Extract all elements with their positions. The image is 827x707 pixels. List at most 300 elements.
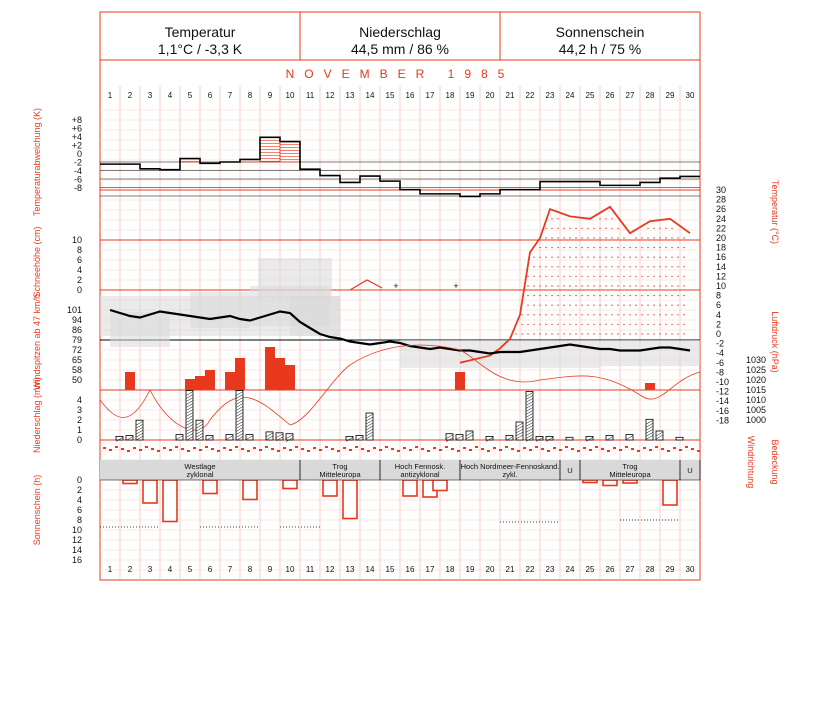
pressure-range-shade [600,340,700,366]
wind-direction-mark [415,446,418,448]
wind-direction-mark [685,446,688,448]
temperature-fill-dot [653,295,654,296]
temperature-fill-dot [563,257,564,258]
day-label-bottom: 28 [645,565,655,574]
wind-direction-mark [577,450,580,452]
wind-direction-mark [295,446,298,448]
temperature-fill-dot [683,295,684,296]
temperature-fill-dot [629,314,630,315]
temperature-fill-dot [665,276,666,277]
sunshine-bar [433,480,447,491]
temperature-fill-dot [641,237,642,238]
temperature-fill-dot [611,237,612,238]
temperature-value: 1,1°C / -3,3 K [157,41,243,57]
temperature-fill-dot [629,266,630,267]
temperature-fill-dot [545,314,546,315]
wind-tick: 79 [71,335,82,345]
wind-direction-mark [367,450,370,452]
temperature-tick: -8 [716,367,725,378]
temperature-fill-dot [647,324,648,325]
precipitation-bar [506,436,513,441]
temperature-tick: 6 [716,300,722,311]
temperature-fill-dot [527,285,528,286]
temperature-fill-dot [515,333,516,334]
temperature-fill-dot [683,266,684,267]
temperature-fill-dot [563,266,564,267]
sunshine-tick: 14 [71,545,82,555]
temperature-fill-dot [557,218,558,219]
day-labels-bottom [108,565,695,574]
temperature-fill-dot [665,295,666,296]
temperature-fill-dot [635,276,636,277]
temperature-fill-dot [617,314,618,315]
temperature-fill-dot [569,228,570,229]
day-label-bottom: 30 [685,565,695,574]
temperature-fill-dot [527,333,528,334]
wind-direction-mark [307,450,310,452]
temperature-fill-dot [629,305,630,306]
temperature-fill-dot [647,333,648,334]
temperature-tick: -4 [716,348,725,359]
temperature-fill-dot [647,266,648,267]
temperature-fill-dot [617,247,618,248]
temp-anomaly-tick: -2 [73,157,82,168]
temperature-fill-dot [545,276,546,277]
temperature-fill-dot [533,305,534,306]
wind-direction-mark [259,449,262,451]
temperature-fill-dot [599,266,600,267]
wind-direction-mark [223,447,226,449]
day-label-bottom: 1 [107,565,113,574]
temperature-fill-dot [611,295,612,296]
wind-direction-mark [151,448,154,450]
temperature-fill-dot [677,247,678,248]
pressure-tick: 1030 [746,355,767,365]
wind-direction-mark [649,449,652,451]
temperature-fill-dot [545,237,546,238]
day-label-bottom: 13 [345,565,355,574]
wind-gust-bar [205,370,215,390]
sunshine-value: 44,2 h / 75 % [558,41,642,57]
day-label-top: 3 [147,91,153,100]
wind-direction-mark [175,446,178,448]
temperature-fill-dot [593,285,594,286]
temperature-fill-dot [683,285,684,286]
day-label-bottom: 8 [247,565,253,574]
wind-direction-mark [661,448,664,450]
temperature-fill-dot [611,314,612,315]
temperature-fill-dot [545,324,546,325]
temperature-tick: 28 [716,194,727,205]
wind-direction-mark [139,449,142,451]
wind-direction-mark [103,447,106,449]
wind-direction-mark [607,450,610,452]
precipitation-bar [356,436,363,441]
day-label-bottom: 19 [465,565,475,574]
precipitation-bar [266,432,273,440]
temperature-fill-dot [539,314,540,315]
temperature-fill-dot [665,257,666,258]
temperature-title: Temperatur [164,24,236,40]
precip-tick: 3 [76,405,82,415]
wind-direction-mark [325,446,328,448]
temperature-fill-dot [635,266,636,267]
temperature-fill-dot [539,276,540,277]
wind-gust-bar [225,372,235,390]
temperature-fill-dot [599,295,600,296]
wind-direction-mark [115,446,118,448]
temperature-fill-dot [653,314,654,315]
wind-direction-mark [553,447,556,449]
temperature-fill-dot [671,247,672,248]
temperature-fill-dot [587,305,588,306]
day-label-top: 15 [385,91,395,100]
temperature-fill-dot [683,324,684,325]
wind-direction-mark [469,449,472,451]
weather-type-label: Mitteleuropa [319,470,361,479]
temperature-fill-dot [521,333,522,334]
temperature-fill-dot [665,314,666,315]
wind-direction-mark [343,447,346,449]
temperature-fill-dot [593,247,594,248]
pressure-tick: 1020 [746,375,767,385]
sunshine-bar [603,480,617,486]
temperature-fill-dot [563,228,564,229]
wind-direction-mark [355,446,358,448]
temperature-fill-dot [605,295,606,296]
wind-gust-bar [275,358,285,390]
temperature-tick: 2 [716,319,722,330]
temperature-fill-dot [539,266,540,267]
temperature-tick: 18 [716,242,727,253]
wind-direction-mark [205,446,208,448]
wind-direction-mark [319,449,322,451]
precip-tick: 1 [76,425,82,435]
wind-direction-mark [523,447,526,449]
temperature-fill-dot [635,305,636,306]
wind-gust-bar [235,358,245,390]
temperature-fill-dot [563,276,564,277]
temperature-fill-dot [659,314,660,315]
temperature-fill-dot [617,285,618,286]
temperature-fill-dot [611,247,612,248]
wind-direction-mark [517,450,520,452]
sunshine-bar [243,480,257,500]
weather-type-label: zyklonal [186,470,214,479]
wind-direction-mark [391,448,394,450]
temperature-fill-dot [641,247,642,248]
wind-direction-mark [625,446,628,448]
temperature-fill-dot [557,305,558,306]
temperature-fill-dot [665,237,666,238]
temperature-fill-dot [551,305,552,306]
day-label-top: 29 [665,91,675,100]
temperature-fill-dot [671,333,672,334]
weather-type-label: Trog [622,462,638,471]
sunshine-tick: 8 [76,515,82,525]
temperature-fill-dot [647,295,648,296]
wind-direction-mark [547,450,550,452]
sunshine-bar [283,480,297,489]
temperature-tick: 10 [716,281,727,291]
wind-direction-mark [373,447,376,449]
temperature-fill-dot [575,266,576,267]
day-label-bottom: 4 [167,565,173,574]
wind-direction-mark [541,448,544,450]
temperature-fill-dot [671,305,672,306]
snow-tick: 2 [76,275,82,285]
temperature-fill-dot [629,285,630,286]
wind-gust-bar [645,383,655,390]
temperature-fill-dot [593,314,594,315]
temperature-fill-dot [557,295,558,296]
wind-tick: 50 [71,375,82,385]
temperature-fill-dot [557,276,558,277]
temperature-fill-dot [545,333,546,334]
temperature-fill-dot [683,333,684,334]
temperature-fill-dot [653,305,654,306]
temp-anomaly-tick: +6 [71,123,82,134]
wind-direction-mark [127,450,130,452]
wind-direction-mark [613,447,616,449]
temperature-fill-dot [641,305,642,306]
wind-direction-mark [331,448,334,450]
day-label-top: 21 [505,91,515,100]
wind-direction-mark [511,448,514,450]
day-label-bottom: 5 [187,565,193,574]
temperature-fill-dot [587,247,588,248]
sunshine-bar [203,480,217,494]
day-label-top: 5 [187,91,193,100]
precipitation-value: 44,5 mm / 86 % [350,41,450,57]
snow-line [350,280,382,290]
temperature-fill-dot [563,314,564,315]
wind-direction-mark [349,449,352,451]
temperature-fill-dot [557,257,558,258]
sunshine-bar [163,480,177,522]
pressure-tick: 1015 [746,385,767,395]
temperature-fill-dot [527,305,528,306]
temperature-fill-dot [587,324,588,325]
sunshine-tick: 16 [71,555,82,565]
wind-direction-mark [667,450,670,452]
day-label-top: 14 [365,91,375,100]
temperature-tick: 26 [716,204,727,215]
wind-tick: 58 [71,365,82,375]
day-label-bottom: 17 [425,565,435,574]
day-label-top: 18 [445,91,455,100]
wind-direction-mark [133,447,136,449]
temperature-fill-dot [653,257,654,258]
day-label-top: 23 [545,91,555,100]
temp-anomaly-tick: +8 [71,115,82,125]
temperature-fill-dot [647,285,648,286]
temperature-fill-dot [563,237,564,238]
temperature-fill-dot [623,247,624,248]
sunshine-tick: 0 [76,475,82,485]
temperature-fill-dot [617,333,618,334]
temperature-fill-dot [545,257,546,258]
temperature-fill-dot [533,276,534,277]
wind-direction-mark [283,447,286,449]
temperature-fill-dot [659,247,660,248]
temperature-fill-dot [557,247,558,248]
wind-direction-mark [565,446,568,448]
day-label-bottom: 22 [525,565,535,574]
precipitation-bar [566,437,573,440]
temperature-fill-dot [617,324,618,325]
temperature-fill-dot [671,237,672,238]
temperature-fill-dot [647,276,648,277]
temperature-axis-label: Temperatur (°C) [770,179,780,245]
temperature-fill-dot [611,305,612,306]
temperature-fill-dot [539,333,540,334]
day-label-bottom: 24 [565,565,575,574]
temperature-fill-dot [683,305,684,306]
temperature-fill-dot [551,295,552,296]
temperature-tick: 20 [716,233,727,243]
wind-direction-mark [409,449,412,451]
temp-anomaly-tick: 0 [76,149,82,159]
wind-direction-mark [181,448,184,450]
wind-direction-mark [265,446,268,448]
temperature-tick: 12 [716,271,727,282]
day-label-top: 16 [405,91,415,100]
temperature-fill-dot [605,266,606,267]
sunshine-tick: 12 [71,535,82,545]
wind-direction-mark [199,449,202,451]
weather-type-label: Hoch Fennosk. [394,462,446,471]
weather-type-label: Trog [332,462,348,471]
temperature-fill-dot [647,247,648,248]
wind-direction-mark [601,448,604,450]
wind-tick: 72 [71,345,82,355]
temperature-fill-dot [593,324,594,325]
wind-direction-mark [505,446,508,448]
temperature-fill-dot [569,305,570,306]
day-label-bottom: 26 [605,565,615,574]
temperature-fill-dot [569,295,570,296]
temperature-fill-dot [659,305,660,306]
temperature-fill-dot [575,257,576,258]
temperature-fill-dot [617,228,618,229]
temperature-fill-dot [659,266,660,267]
temperature-fill-dot [671,276,672,277]
wind-direction-mark [121,448,124,450]
snow-tick: 0 [76,285,82,295]
temperature-fill-dot [605,305,606,306]
temperature-fill-dot [551,247,552,248]
wind-direction-mark [595,446,598,448]
temperature-fill-dot [533,266,534,267]
temperature-fill-dot [593,276,594,277]
wind-direction-mark [457,450,460,452]
temperature-fill-dot [665,228,666,229]
temperature-fill-dot [641,333,642,334]
temperature-fill-dot [581,247,582,248]
sunshine-tick: 6 [76,505,82,515]
temperature-fill-dot [587,228,588,229]
temperature-fill-dot [623,237,624,238]
temperature-fill-dot [653,266,654,267]
temperature-fill-dot [599,305,600,306]
temperature-fill-dot [551,333,552,334]
sunshine-bar [143,480,157,503]
temperature-fill-dot [641,324,642,325]
temperature-fill-dot [611,218,612,219]
precip-tick: 0 [76,435,82,445]
temperature-fill-dot [569,266,570,267]
temperature-fill-dot [527,295,528,296]
temperature-fill-dot [647,314,648,315]
wind-direction-mark [235,446,238,448]
temperature-fill-dot [563,247,564,248]
temperature-fill-dot [533,285,534,286]
temperature-fill-dot [677,266,678,267]
temperature-fill-dot [575,228,576,229]
temperature-fill-dot [629,276,630,277]
temperature-fill-dot [551,276,552,277]
temperature-fill-dot [581,228,582,229]
temperature-tick: -16 [716,405,730,416]
temperature-fill-dot [581,257,582,258]
temperature-fill-dot [551,228,552,229]
weather-type-label: U [687,466,693,475]
temperature-fill-dot [659,333,660,334]
temperature-fill-dot [551,324,552,325]
wind-direction-mark [241,448,244,450]
cloud-axis-label: Bedeckung [770,439,780,485]
temperature-fill-dot [521,314,522,315]
wind-direction-mark [535,446,538,448]
temperature-fill-dot [581,305,582,306]
day-label-bottom: 23 [545,565,555,574]
temperature-fill-dot [593,305,594,306]
snow-tick: 4 [76,265,82,275]
temperature-fill-dot [581,333,582,334]
day-label-bottom: 9 [267,565,273,574]
wind-direction-mark [397,450,400,452]
temperature-fill-dot [611,257,612,258]
wind-direction-mark [379,449,382,451]
day-label-top: 19 [465,91,475,100]
temperature-fill-dot [557,237,558,238]
temperature-fill-dot [629,324,630,325]
temperature-fill-dot [659,237,660,238]
snow-axis-label: Schneehöhe (cm) [32,226,42,298]
temperature-fill-dot [563,295,564,296]
day-label-top: 9 [267,91,273,100]
wind-direction-mark [499,449,502,451]
temperature-fill-dot [605,228,606,229]
day-label-bottom: 14 [365,565,375,574]
temperature-fill-dot [551,266,552,267]
temperature-fill-dot [683,314,684,315]
wind-gust-bar [125,372,135,390]
wind-direction-mark [109,449,112,451]
temperature-fill-dot [659,295,660,296]
weather-type-label: Hoch Nordmeer-Fennoskand. [460,462,560,471]
temperature-fill-dot [653,276,654,277]
day-label-top: 22 [525,91,535,100]
temperature-fill-dot [623,305,624,306]
temperature-fill-dot [611,276,612,277]
temperature-fill-dot [557,285,558,286]
temperature-fill-dot [677,285,678,286]
wind-direction-mark [481,448,484,450]
temperature-fill-dot [605,276,606,277]
temperature-tick: -18 [716,415,730,426]
